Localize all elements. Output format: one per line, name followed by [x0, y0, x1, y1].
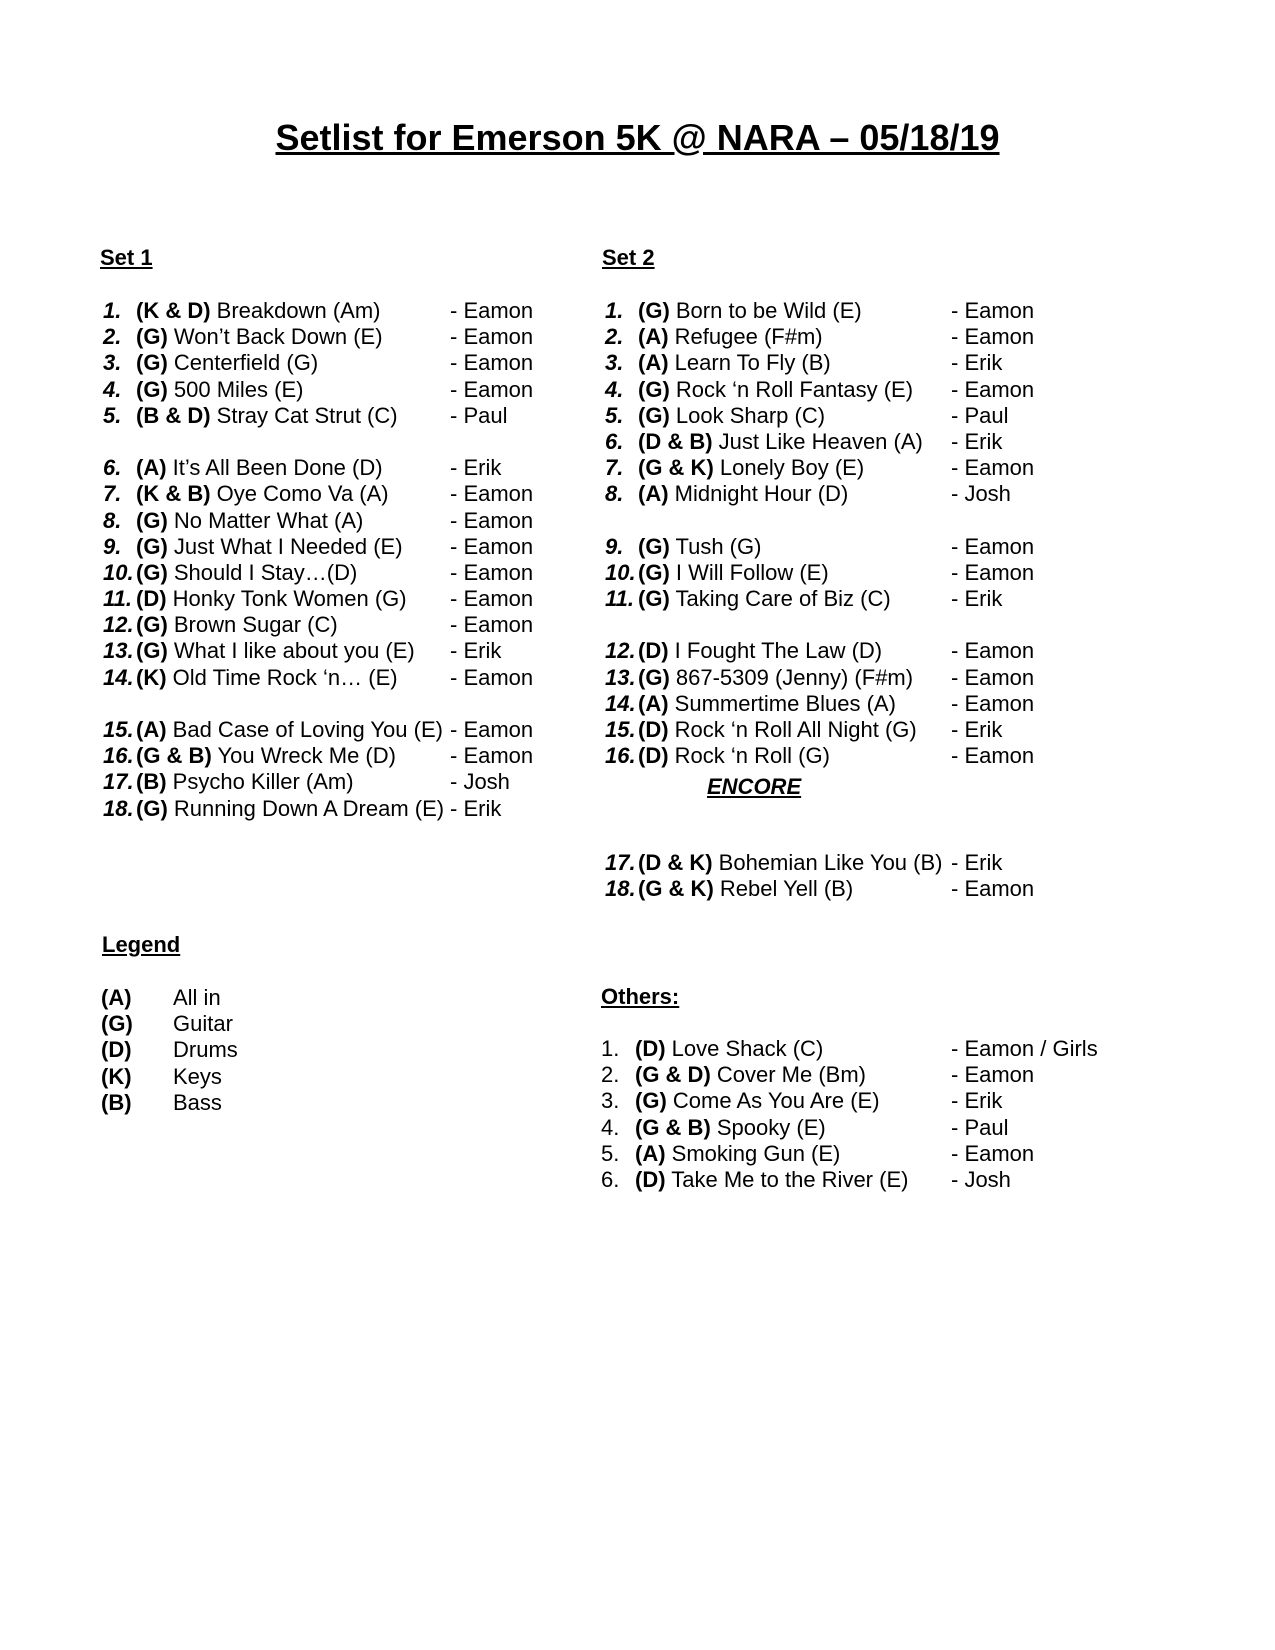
- singer: - Eamon: [951, 324, 1035, 350]
- song-entry: [635, 1167, 908, 1193]
- singer: - Josh: [951, 481, 1011, 507]
- song-title: 867-5309 (Jenny) (F#m): [669, 664, 914, 690]
- singer: - Paul: [450, 402, 508, 428]
- instrument-code: (A): [638, 350, 669, 376]
- song-title: Just Like Heaven (A): [712, 428, 923, 454]
- song-row: [601, 1167, 1121, 1193]
- page-title: Setlist for Emerson 5K @ NARA – 05/18/19: [275, 117, 1000, 158]
- song-entry: [136, 508, 363, 534]
- song-number: 18.: [605, 876, 636, 902]
- song-number: 2.: [103, 324, 122, 350]
- song-row: [103, 534, 553, 560]
- song-number: 6.: [605, 428, 624, 454]
- set1-heading: Set 1: [100, 245, 153, 270]
- instrument-code: (D & B): [638, 428, 713, 454]
- singer: - Eamon: [450, 559, 534, 585]
- singer: - Erik: [951, 428, 1003, 454]
- song-row: [103, 403, 553, 429]
- instrument-code: (D): [638, 717, 669, 742]
- song-row: [103, 508, 553, 534]
- song-title: Love Shack (C): [665, 1036, 824, 1061]
- song-title: I Will Follow (E): [669, 559, 829, 585]
- song-title: Breakdown (Am): [210, 298, 381, 323]
- song-entry: [136, 769, 354, 795]
- song-row: [605, 298, 1055, 324]
- instrument-code: (G): [136, 350, 168, 376]
- instrument-code: (G): [638, 402, 670, 428]
- song-row: [103, 743, 553, 769]
- song-entry: [638, 324, 823, 350]
- song-title: Summertime Blues (A): [668, 690, 896, 716]
- song-entry: [638, 586, 891, 612]
- singer: - Eamon: [450, 586, 534, 612]
- singer: - Erik: [450, 638, 502, 664]
- song-row: [103, 377, 553, 403]
- song-title: Take Me to the River (E): [665, 1166, 909, 1192]
- encore-list: [605, 850, 1055, 902]
- song-row: [605, 324, 1055, 350]
- song-title: Should I Stay…(D): [167, 559, 358, 585]
- song-number: 4.: [601, 1114, 620, 1140]
- song-title: Tush (G): [669, 533, 762, 559]
- song-entry: [136, 560, 357, 586]
- song-title: Cover Me (Bm): [710, 1062, 867, 1088]
- instrument-code: (G): [136, 795, 168, 821]
- song-row: [605, 481, 1055, 507]
- song-title: Running Down A Dream (E): [167, 795, 445, 821]
- song-entry: [638, 876, 853, 902]
- instrument-code: (G & B): [136, 743, 212, 769]
- song-entry: [638, 638, 882, 664]
- song-title: Born to be Wild (E): [669, 298, 862, 323]
- instrument-code: (G): [638, 559, 670, 585]
- singer: - Eamon: [951, 743, 1035, 769]
- instrument-code: (G): [136, 376, 168, 402]
- encore-heading: ENCORE: [707, 774, 802, 799]
- song-title: It’s All Been Done (D): [166, 455, 383, 481]
- song-title: Come As You Are (E): [666, 1088, 880, 1114]
- instrument-code: (G): [136, 638, 168, 664]
- song-number: 2.: [601, 1062, 620, 1088]
- song-title: I Fought The Law (D): [668, 638, 883, 664]
- song-number: 8.: [605, 481, 624, 507]
- instrument-code: (A): [136, 717, 167, 742]
- instrument-code: (G): [136, 324, 168, 350]
- song-row: [605, 586, 1055, 612]
- song-row: [605, 560, 1055, 586]
- song-entry: [136, 638, 415, 664]
- singer: - Eamon: [450, 350, 534, 376]
- instrument-code: (A): [635, 1140, 666, 1166]
- instrument-code: (G & K): [638, 455, 714, 481]
- song-row: [103, 455, 553, 481]
- song-number: 16.: [605, 743, 636, 769]
- song-number: 5.: [605, 402, 624, 428]
- instrument-code: (G): [635, 1088, 667, 1114]
- song-entry: [136, 455, 383, 481]
- song-row: [103, 638, 553, 664]
- instrument-code: (D): [136, 586, 167, 612]
- song-entry: [635, 1115, 826, 1141]
- song-row: [103, 481, 553, 507]
- song-number: 2.: [605, 324, 624, 350]
- song-row: [601, 1062, 1121, 1088]
- song-number: 9.: [103, 533, 122, 559]
- song-entry: [638, 350, 831, 376]
- singer: - Eamon: [951, 298, 1035, 323]
- legend-item: [101, 1011, 351, 1037]
- singer: - Eamon: [951, 376, 1035, 402]
- group-spacer: [605, 612, 1055, 638]
- group-spacer: [103, 691, 553, 717]
- song-row: [601, 1088, 1121, 1114]
- song-row: [605, 403, 1055, 429]
- instrument-code: (G): [638, 533, 670, 559]
- song-entry: [136, 403, 398, 429]
- legend-name: Drums: [173, 1037, 238, 1063]
- song-number: 4.: [605, 376, 624, 402]
- instrument-code: (G & K): [638, 876, 714, 902]
- singer: - Eamon: [951, 876, 1035, 902]
- instrument-code: (G): [638, 586, 670, 612]
- song-number: 14.: [103, 664, 134, 690]
- song-entry: [136, 612, 338, 638]
- song-title: Honky Tonk Women (G): [166, 586, 407, 612]
- song-row: [605, 429, 1055, 455]
- song-number: 9.: [605, 533, 624, 559]
- instrument-code: (G): [136, 612, 168, 638]
- singer: - Erik: [450, 455, 502, 481]
- song-title: No Matter What (A): [167, 507, 364, 533]
- legend-name: Keys: [173, 1063, 222, 1089]
- song-number: 4.: [103, 376, 122, 402]
- song-row: [103, 586, 553, 612]
- instrument-code: (K & B): [136, 481, 211, 507]
- singer: - Erik: [951, 350, 1003, 376]
- legend-item: [101, 1064, 351, 1090]
- song-number: 3.: [103, 350, 122, 376]
- song-entry: [136, 481, 389, 507]
- song-title: What I like about you (E): [167, 638, 415, 664]
- song-row: [605, 638, 1055, 664]
- song-entry: [638, 481, 848, 507]
- song-row: [605, 717, 1055, 743]
- instrument-code: (D): [635, 1036, 666, 1061]
- song-title: Won’t Back Down (E): [167, 324, 383, 350]
- singer: - Eamon: [951, 1062, 1035, 1088]
- instrument-code: (K): [136, 664, 167, 690]
- song-number: 1.: [601, 1036, 620, 1061]
- instrument-code: (G): [136, 507, 168, 533]
- song-row: [103, 665, 553, 691]
- others-list: [601, 1036, 1121, 1193]
- song-row: [605, 455, 1055, 481]
- song-number: 8.: [103, 507, 122, 533]
- song-entry: [635, 1036, 823, 1062]
- singer: - Paul: [951, 402, 1009, 428]
- song-row: [103, 796, 553, 822]
- song-title: Spooky (E): [710, 1114, 826, 1140]
- song-row: [605, 534, 1055, 560]
- instrument-code: (A): [638, 690, 669, 716]
- song-entry: [136, 796, 444, 822]
- song-row: [103, 298, 553, 324]
- song-number: 17.: [103, 769, 134, 795]
- song-row: [605, 691, 1055, 717]
- singer: - Eamon: [951, 664, 1035, 690]
- instrument-code: (G & B): [635, 1114, 711, 1140]
- legend-code: (K): [101, 1063, 132, 1089]
- singer: - Eamon: [450, 533, 534, 559]
- song-row: [601, 1141, 1121, 1167]
- singer: - Erik: [450, 795, 502, 821]
- song-entry: [638, 691, 896, 717]
- song-number: 10.: [103, 559, 134, 585]
- song-number: 13.: [103, 638, 134, 664]
- song-row: [605, 850, 1055, 876]
- legend-code: (A): [101, 985, 132, 1010]
- song-entry: [638, 429, 923, 455]
- legend-code: (B): [101, 1089, 132, 1115]
- song-title: Lonely Boy (E): [713, 455, 865, 481]
- song-title: Bad Case of Loving You (E): [166, 717, 443, 742]
- song-title: Just What I Needed (E): [167, 533, 403, 559]
- song-entry: [638, 377, 913, 403]
- song-row: [605, 350, 1055, 376]
- instrument-code: (A): [136, 455, 167, 481]
- song-entry: [638, 560, 829, 586]
- singer: - Erik: [951, 850, 1003, 875]
- song-row: [601, 1036, 1121, 1062]
- song-number: 12.: [103, 612, 134, 638]
- song-number: 12.: [605, 638, 636, 664]
- legend-name: Bass: [173, 1089, 222, 1115]
- song-title: Rock ‘n Roll All Night (G): [668, 717, 917, 742]
- song-number: 7.: [103, 481, 122, 507]
- song-number: 7.: [605, 455, 624, 481]
- singer: - Eamon: [951, 1140, 1035, 1166]
- song-title: Psycho Killer (Am): [166, 769, 354, 795]
- song-title: Stray Cat Strut (C): [210, 402, 398, 428]
- legend-name: All in: [173, 985, 221, 1010]
- legend-item: [101, 1090, 351, 1116]
- song-entry: [638, 298, 862, 324]
- song-entry: [638, 534, 761, 560]
- song-number: 1.: [605, 298, 624, 323]
- singer: - Eamon: [951, 690, 1035, 716]
- song-row: [103, 324, 553, 350]
- singer: - Erik: [951, 717, 1003, 742]
- song-title: Rebel Yell (B): [713, 876, 854, 902]
- singer: - Eamon: [951, 559, 1035, 585]
- instrument-code: (B & D): [136, 402, 211, 428]
- singer: - Eamon: [450, 717, 534, 742]
- song-row: [605, 876, 1055, 902]
- instrument-code: (G): [638, 298, 670, 323]
- song-title: Brown Sugar (C): [167, 612, 338, 638]
- singer: - Eamon / Girls: [951, 1036, 1098, 1061]
- song-row: [605, 665, 1055, 691]
- song-title: Midnight Hour (D): [668, 481, 849, 507]
- song-title: Taking Care of Biz (C): [669, 586, 891, 612]
- singer: - Eamon: [450, 324, 534, 350]
- song-entry: [136, 298, 381, 324]
- instrument-code: (G): [638, 376, 670, 402]
- song-number: 14.: [605, 690, 636, 716]
- song-entry: [635, 1062, 866, 1088]
- song-entry: [635, 1141, 840, 1167]
- song-entry: [136, 717, 443, 743]
- song-entry: [638, 665, 913, 691]
- set2-list: [605, 298, 1055, 769]
- song-title: Bohemian Like You (B): [712, 850, 943, 875]
- singer: - Eamon: [450, 743, 534, 769]
- song-entry: [638, 403, 825, 429]
- song-title: Learn To Fly (B): [668, 350, 831, 376]
- singer: - Eamon: [951, 638, 1035, 664]
- song-number: 11.: [605, 586, 634, 612]
- others-heading: Others:: [601, 984, 680, 1009]
- song-row: [601, 1115, 1121, 1141]
- song-entry: [136, 377, 303, 403]
- song-number: 15.: [605, 717, 636, 742]
- singer: - Erik: [951, 586, 1003, 612]
- singer: - Paul: [951, 1114, 1009, 1140]
- song-row: [103, 612, 553, 638]
- song-entry: [136, 534, 403, 560]
- song-entry: [638, 743, 830, 769]
- song-number: 6.: [103, 455, 122, 481]
- song-title: Oye Como Va (A): [210, 481, 389, 507]
- song-entry: [638, 717, 917, 743]
- song-title: Smoking Gun (E): [665, 1140, 841, 1166]
- singer: - Erik: [951, 1088, 1003, 1114]
- instrument-code: (K & D): [136, 298, 211, 323]
- song-entry: [136, 665, 398, 691]
- song-number: 16.: [103, 743, 134, 769]
- song-title: You Wreck Me (D): [211, 743, 396, 769]
- song-row: [605, 743, 1055, 769]
- song-row: [605, 377, 1055, 403]
- song-number: 5.: [103, 402, 122, 428]
- song-row: [103, 560, 553, 586]
- song-title: Look Sharp (C): [669, 402, 826, 428]
- song-number: 15.: [103, 717, 134, 742]
- song-entry: [136, 324, 383, 350]
- instrument-code: (G): [136, 533, 168, 559]
- song-number: 3.: [601, 1088, 620, 1114]
- song-entry: [635, 1088, 880, 1114]
- group-spacer: [103, 429, 553, 455]
- legend-name: Guitar: [173, 1011, 233, 1037]
- instrument-code: (A): [638, 481, 669, 507]
- singer: - Eamon: [450, 507, 534, 533]
- singer: - Eamon: [450, 664, 534, 690]
- instrument-code: (A): [638, 324, 669, 350]
- song-title: Old Time Rock ‘n… (E): [166, 664, 398, 690]
- song-title: Rock ‘n Roll Fantasy (E): [669, 376, 914, 402]
- song-number: 5.: [601, 1140, 620, 1166]
- song-title: Centerfield (G): [167, 350, 319, 376]
- singer: - Eamon: [951, 533, 1035, 559]
- instrument-code: (B): [136, 769, 167, 795]
- singer: - Eamon: [450, 298, 534, 323]
- legend-item: [101, 985, 351, 1011]
- legend-list: [101, 985, 351, 1116]
- song-entry: [136, 743, 396, 769]
- legend-code: (G): [101, 1011, 133, 1037]
- song-title: 500 Miles (E): [167, 376, 304, 402]
- singer: - Eamon: [450, 612, 534, 638]
- legend-heading: Legend: [102, 932, 181, 957]
- legend-item: [101, 1037, 351, 1063]
- song-title: Rock ‘n Roll (G): [668, 743, 830, 769]
- song-entry: [136, 586, 407, 612]
- singer: - Eamon: [951, 455, 1035, 481]
- instrument-code: (D): [635, 1166, 666, 1192]
- set2-heading: Set 2: [602, 245, 655, 270]
- song-number: 3.: [605, 350, 624, 376]
- set1-list: [103, 298, 553, 822]
- song-number: 18.: [103, 795, 134, 821]
- instrument-code: (G): [638, 664, 670, 690]
- song-number: 11.: [103, 586, 132, 612]
- instrument-code: (D): [638, 638, 669, 664]
- song-row: [103, 717, 553, 743]
- group-spacer: [605, 508, 1055, 534]
- singer: - Eamon: [450, 481, 534, 507]
- song-number: 10.: [605, 559, 636, 585]
- song-number: 6.: [601, 1166, 620, 1192]
- singer: - Josh: [951, 1166, 1011, 1192]
- instrument-code: (G & D): [635, 1062, 711, 1088]
- song-entry: [638, 455, 864, 481]
- song-entry: [638, 850, 942, 876]
- song-row: [103, 350, 553, 376]
- song-row: [103, 769, 553, 795]
- instrument-code: (D): [638, 743, 669, 769]
- song-number: 13.: [605, 664, 636, 690]
- song-number: 17.: [605, 850, 636, 875]
- song-number: 1.: [103, 298, 122, 323]
- singer: - Eamon: [450, 376, 534, 402]
- instrument-code: (G): [136, 559, 168, 585]
- song-entry: [136, 350, 318, 376]
- singer: - Josh: [450, 769, 510, 795]
- legend-code: (D): [101, 1037, 132, 1063]
- instrument-code: (D & K): [638, 850, 713, 875]
- song-title: Refugee (F#m): [668, 324, 823, 350]
